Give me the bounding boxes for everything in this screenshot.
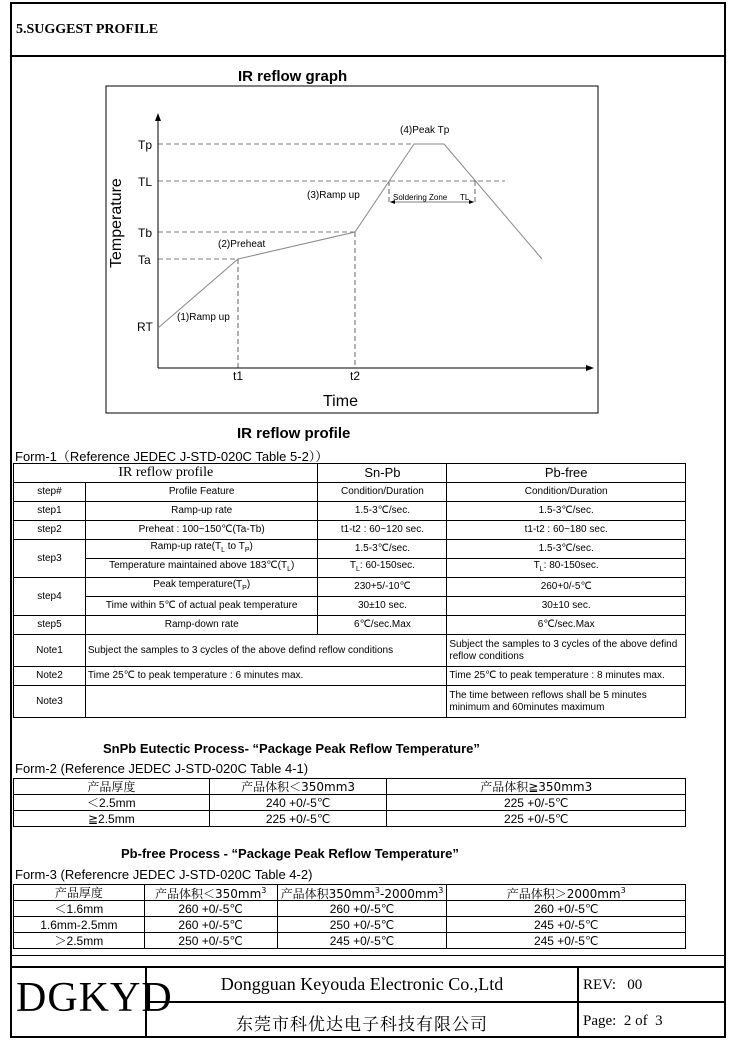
pbfree-cell: 1.5-3℃/sec. bbox=[447, 502, 686, 521]
table-row bbox=[14, 635, 686, 667]
table-cell: 225 +0/-5℃ bbox=[387, 811, 686, 827]
feature-cell: Preheat : 100~150℃(Ta-Tb) bbox=[85, 521, 318, 540]
pbfree-cell: 6℃/sec.Max bbox=[447, 616, 686, 635]
pbfree-cell: 1.5-3℃/sec. bbox=[447, 540, 686, 559]
table-header-cell: IR reflow profile bbox=[14, 464, 318, 483]
table-row bbox=[14, 597, 686, 616]
table-row bbox=[14, 917, 686, 933]
pbfree-title: Pb-free Process - “Package Peak Reflow Temperature” bbox=[121, 846, 459, 861]
table-header-row bbox=[14, 464, 686, 483]
form-2-label: Form-2 (Reference JEDEC J-STD-020C Table 4-1) bbox=[15, 761, 309, 776]
note-pbfree-cell: The time between reflows shall be 5 minutes minimum and 60minutes maximum bbox=[447, 686, 686, 718]
table-row bbox=[14, 502, 686, 521]
table-cell: 240 +0/-5℃ bbox=[209, 795, 387, 811]
table-row bbox=[14, 933, 686, 949]
table-cell: 260 +0/-5℃ bbox=[144, 917, 277, 933]
table-row bbox=[14, 901, 686, 917]
annotation-soldering-zone: Soldering Zone bbox=[393, 193, 448, 202]
graph-title: IR reflow graph bbox=[238, 68, 348, 85]
pbfree-cell: $T_L$: 80-150sec. bbox=[447, 559, 686, 578]
table-header-cell: 产品体积$350mm^3-2000mm^3$ bbox=[277, 885, 447, 901]
company-name-cn: 东莞市科优达电子科技有限公司 bbox=[236, 1015, 488, 1035]
x-tick-t2: t2 bbox=[350, 369, 361, 383]
snpb-table bbox=[13, 778, 686, 827]
table-header-cell: step# bbox=[14, 483, 86, 502]
table-header-cell: 产品体积$>2000mm^3$ bbox=[447, 885, 686, 901]
profile-title: IR reflow profile bbox=[237, 425, 351, 442]
table-cell: 260 +0/-5℃ bbox=[277, 901, 447, 917]
snpb-title: SnPb Eutectic Process- “Package Peak Reflow Temperature” bbox=[103, 741, 480, 756]
snpb-cell: 6℃/sec.Max bbox=[318, 616, 447, 635]
annotation-peak: (4)Peak Tp bbox=[400, 125, 450, 136]
step-cell: step3 bbox=[14, 540, 86, 578]
feature-cell: Time within 5℃ of actual peak temperature bbox=[85, 597, 318, 616]
form-1-label: Form-1（Reference JEDEC J-STD-020C Table 5-2）） bbox=[15, 449, 329, 464]
table-row bbox=[14, 578, 686, 597]
pbfree-table bbox=[13, 884, 686, 949]
page-number: Page: 2 of 3 bbox=[583, 1013, 663, 1029]
table-cell: ＜2.5mm bbox=[14, 795, 210, 811]
table-cell: 245 +0/-5℃ bbox=[277, 933, 447, 949]
table-cell: 1.6mm-2.5mm bbox=[14, 917, 145, 933]
table-cell: ＞2.5mm bbox=[14, 933, 145, 949]
snpb-cell: 30±10 sec. bbox=[318, 597, 447, 616]
note-snpb-cell bbox=[85, 686, 446, 718]
y-axis-arrow bbox=[155, 113, 161, 121]
note-label-cell: Note2 bbox=[14, 667, 86, 686]
pbfree-cell: 260+0/-5℃ bbox=[447, 578, 686, 597]
feature-cell: Peak $temperature(T_P)$ bbox=[85, 578, 318, 597]
note-pbfree-cell: Subject the samples to 3 cycles of the above defind reflow conditions bbox=[447, 635, 686, 667]
table-header-cell: 产品体积＜350mm3 bbox=[209, 779, 387, 795]
footer bbox=[10, 966, 726, 1038]
company-logo: DGKYD bbox=[16, 975, 173, 1021]
table-row bbox=[14, 686, 686, 718]
table-header-row bbox=[14, 779, 686, 795]
table-row bbox=[14, 667, 686, 686]
note-pbfree-cell: Time 25℃ to peak temperature : 8 minutes max. bbox=[447, 667, 686, 686]
snpb-cell: 1.5-3℃/sec. bbox=[318, 540, 447, 559]
snpb-cell: 230+5/-10℃ bbox=[318, 578, 447, 597]
table-header-cell: 产品厚度 bbox=[14, 885, 145, 901]
table-row bbox=[14, 616, 686, 635]
x-tick-t1: t1 bbox=[233, 369, 244, 383]
table-cell: ≧2.5mm bbox=[14, 811, 210, 827]
table-row bbox=[14, 521, 686, 540]
header-divider bbox=[10, 55, 726, 57]
note-snpb-cell: Time 25℃ to peak temperature : 6 minutes max. bbox=[85, 667, 446, 686]
table-subheader-row bbox=[14, 483, 686, 502]
feature-cell: Ramp-up $rate(T_L$ to $T_P$) bbox=[85, 540, 318, 559]
feature-cell: Ramp-up rate bbox=[85, 502, 318, 521]
annotation-ramp-up-3: (3)Ramp up bbox=[307, 190, 360, 201]
pbfree-cell: 30±10 sec. bbox=[447, 597, 686, 616]
table-header-cell: 产品厚度 bbox=[14, 779, 210, 795]
note-label-cell: Note1 bbox=[14, 635, 86, 667]
section-title: 5.SUGGEST PROFILE bbox=[16, 22, 159, 37]
y-tick-tb: Tb bbox=[138, 226, 153, 240]
table-header-cell: Pb-free bbox=[447, 464, 686, 483]
table-header-cell: Sn-Pb bbox=[318, 464, 447, 483]
feature-cell: Ramp-down rate bbox=[85, 616, 318, 635]
step-cell: step1 bbox=[14, 502, 86, 521]
table-header-cell: Condition/Duration bbox=[447, 483, 686, 502]
annotation-preheat: (2)Preheat bbox=[218, 239, 266, 250]
table-cell: 260 +0/-5℃ bbox=[144, 901, 277, 917]
annotation-tl: TL bbox=[460, 193, 470, 202]
note-snpb-cell: Subject the samples to 3 cycles of the above defind reflow conditions bbox=[85, 635, 446, 667]
reflow-profile-table bbox=[13, 463, 686, 718]
revision: REV: 00 bbox=[583, 977, 643, 993]
feature-cell: Temperature maintained above $183℃(T_L)$ bbox=[85, 559, 318, 578]
company-name-en: Dongguan Keyouda Electronic Co.,Ltd bbox=[220, 974, 504, 994]
table-header-cell: 产品体积$<350mm^3$ bbox=[144, 885, 277, 901]
table-header-cell: 产品体积≧350mm3 bbox=[387, 779, 686, 795]
table-header-row bbox=[14, 885, 686, 901]
table-row bbox=[14, 540, 686, 559]
x-axis-arrow bbox=[586, 365, 594, 371]
table-cell: 250 +0/-5℃ bbox=[144, 933, 277, 949]
y-tick-tp: Tp bbox=[138, 138, 153, 152]
step-cell: step5 bbox=[14, 616, 86, 635]
reflow-curve bbox=[158, 144, 542, 328]
table-cell: ＜1.6mm bbox=[14, 901, 145, 917]
step-cell: step4 bbox=[14, 578, 86, 616]
x-axis-label: Time bbox=[323, 393, 358, 410]
y-tick-tl: TL bbox=[138, 175, 153, 189]
y-axis-label: Temperature bbox=[108, 178, 125, 268]
table-cell: 245 +0/-5℃ bbox=[447, 917, 686, 933]
note-label-cell: Note3 bbox=[14, 686, 86, 718]
table-row bbox=[14, 811, 686, 827]
table-row bbox=[14, 795, 686, 811]
y-tick-ta: Ta bbox=[138, 253, 151, 267]
reflow-graph bbox=[105, 85, 600, 415]
annotation-ramp-up-1: (1)Ramp up bbox=[177, 312, 230, 323]
pbfree-cell: t1-t2 : 60~180 sec. bbox=[447, 521, 686, 540]
snpb-cell: t1-t2 : 60~120 sec. bbox=[318, 521, 447, 540]
table-cell: 245 +0/-5℃ bbox=[447, 933, 686, 949]
table-cell: 225 +0/-5℃ bbox=[387, 795, 686, 811]
snpb-cell: $T_L$: 60-150sec. bbox=[318, 559, 447, 578]
table-cell: 225 +0/-5℃ bbox=[209, 811, 387, 827]
graph-border bbox=[106, 86, 598, 413]
table-header-cell: Condition/Duration bbox=[318, 483, 447, 502]
table-row bbox=[14, 559, 686, 578]
y-tick-rt: RT bbox=[137, 320, 153, 334]
table-header-cell: Profile Feature bbox=[85, 483, 318, 502]
step-cell: step2 bbox=[14, 521, 86, 540]
snpb-cell: 1.5-3℃/sec. bbox=[318, 502, 447, 521]
form-3-label: Form-3 (Referencre JEDEC J-STD-020C Table 4-2) bbox=[15, 867, 313, 882]
footer-spacer-line bbox=[10, 955, 726, 956]
table-cell: 250 +0/-5℃ bbox=[277, 917, 447, 933]
table-cell: 260 +0/-5℃ bbox=[447, 901, 686, 917]
